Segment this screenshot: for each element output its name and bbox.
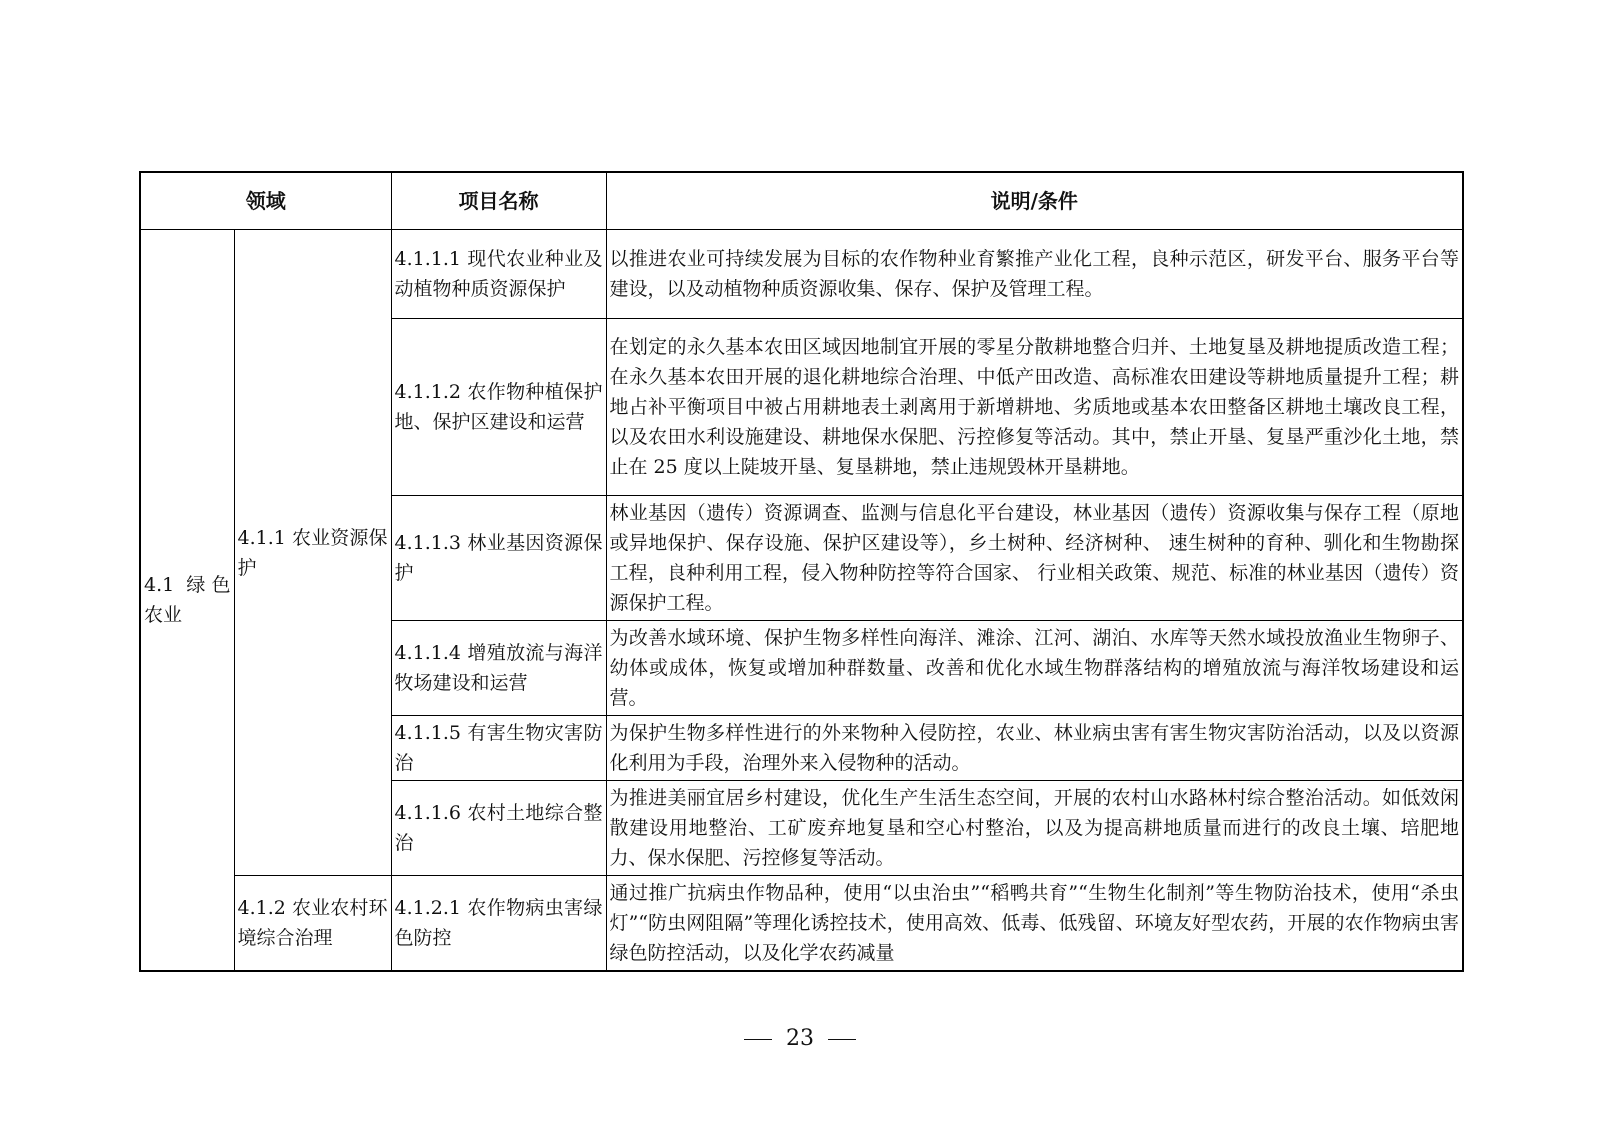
level2-cell: 4.1.1 农业资源保护 (234, 230, 391, 876)
project-cell: 4.1.1.6 农村土地综合整治 (391, 781, 606, 876)
project-cell: 4.1.2.1 农作物病虫害绿色防控 (391, 876, 606, 972)
project-cell: 4.1.1.2 农作物种植保护地、保护区建设和运营 (391, 319, 606, 496)
level1-cell: 4.1 绿色农业 (140, 230, 234, 972)
header-domain: 领域 (140, 172, 391, 230)
description-cell: 为推进美丽宜居乡村建设，优化生产生活生态空间，开展的农村山水路林村综合整治活动。如低效闲散建设用地整治、工矿废弃地复垦和空心村整治，以及为提高耕地质量而进行的改良土壤、培肥地力、保水保肥、污控修复等活动。 (606, 781, 1463, 876)
policy-table (139, 171, 1464, 972)
project-cell: 4.1.1.1 现代农业种业及动植物种质资源保护 (391, 230, 606, 319)
project-cell: 4.1.1.3 林业基因资源保护 (391, 496, 606, 621)
description-cell: 为改善水域环境、保护生物多样性向海洋、滩涂、江河、湖泊、水库等天然水域投放渔业生物卵子、幼体或成体，恢复或增加种群数量、改善和优化水域生物群落结构的增殖放流与海洋牧场建设和运营。 (606, 621, 1463, 716)
header-description: 说明/条件 (606, 172, 1463, 230)
table-row (140, 230, 1463, 319)
table-row (140, 876, 1463, 972)
table-header-row (140, 172, 1463, 230)
description-cell: 通过推广抗病虫作物品种，使用“以虫治虫”“稻鸭共育”“生物生化制剂”等生物防治技术，使用“杀虫灯”“防虫网阻隔”等理化诱控技术，使用高效、低毒、低残留、环境友好型农药，开展的农作物病虫害绿色防控活动，以及化学农药减量 (606, 876, 1463, 972)
description-cell: 为保护生物多样性进行的外来物种入侵防控，农业、林业病虫害有害生物灾害防治活动，以及以资源化利用为手段，治理外来入侵物种的活动。 (606, 716, 1463, 781)
project-cell: 4.1.1.5 有害生物灾害防治 (391, 716, 606, 781)
description-cell: 林业基因（遗传）资源调查、监测与信息化平台建设，林业基因（遗传）资源收集与保存工程（原地或异地保护、保存设施、保护区建设等），乡土树种、经济树种、 速生树种的育种、驯化和生物勘探工程，良种利用工程，侵入物种防控等符合国家、 行业相关政策、规范、标准的林业基因（遗传）资源保护工程。 (606, 496, 1463, 621)
description-cell: 在划定的永久基本农田区域因地制宜开展的零星分散耕地整合归并、土地复垦及耕地提质改造工程；在永久基本农田开展的退化耕地综合治理、中低产田改造、高标准农田建设等耕地质量提升工程；耕地占补平衡项目中被占用耕地表土剥离用于新增耕地、劣质地或基本农田整备区耕地土壤改良工程，以及农田水利设施建设、耕地保水保肥、污控修复等活动。其中，禁止开垦、复垦严重沙化土地，禁止在 25 度以上陡坡开垦、复垦耕地，禁止违规毁林开垦耕地。 (606, 319, 1463, 496)
page-number: 23 (786, 1026, 814, 1051)
footer-dash-left (744, 1039, 772, 1040)
footer-dash-right (828, 1039, 856, 1040)
project-cell: 4.1.1.4 增殖放流与海洋牧场建设和运营 (391, 621, 606, 716)
header-project: 项目名称 (391, 172, 606, 230)
page-footer (0, 1026, 1600, 1051)
level2-cell: 4.1.2 农业农村环境综合治理 (234, 876, 391, 972)
description-cell: 以推进农业可持续发展为目标的农作物种业育繁推产业化工程，良种示范区，研发平台、服务平台等建设，以及动植物种质资源收集、保存、保护及管理工程。 (606, 230, 1463, 319)
